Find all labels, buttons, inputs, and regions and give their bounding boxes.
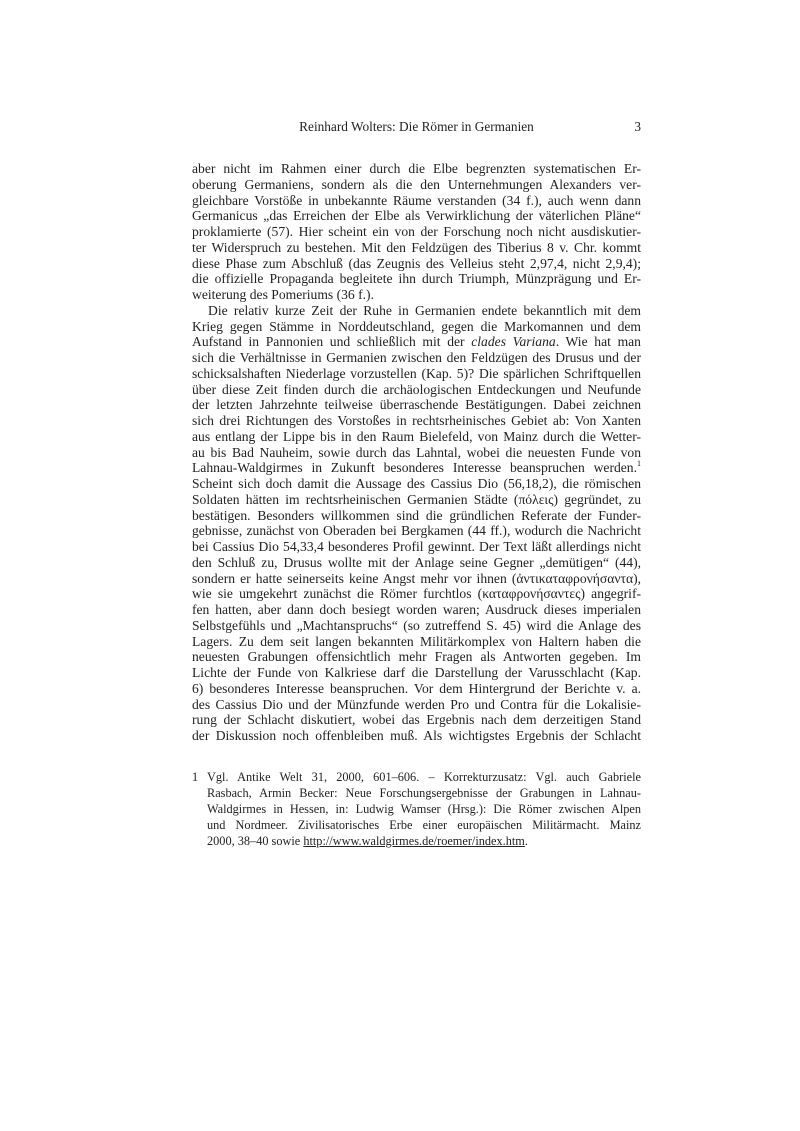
text-line: fen hatten, aber dann doch besiegt worden waren; Ausdruck dieses imperialen (192, 602, 641, 617)
text-line: neuesten Grabungen offensichtlich mehr Fragen als Antworten gegeben. Im (192, 649, 641, 665)
text-segment: Lahnau-Waldgirmes in Zukunft besonderes Interesse beanspruchen werden. (192, 460, 637, 476)
body-text (192, 161, 641, 744)
text-line: Scheint sich doch damit die Aussage des Cassius Dio (56,18,2), die römischen (192, 476, 641, 491)
footnote-line: und Nordmeer. Zivilisatorisches Erbe einer europäischen Militärmacht. Mainz (207, 818, 641, 832)
text-line: aus entlang der Lippe bis in den Raum Bielefeld, von Mainz durch die Wetter- (192, 428, 641, 444)
text-line (192, 460, 641, 476)
text-line (192, 334, 641, 350)
footnote-number: 1 (192, 770, 199, 784)
text-line: Germanicus „das Erreichen der Elbe als Verwirklichung der väterlichen Pläne“ (192, 208, 641, 224)
text-line: Lagers. Zu dem seit langen bekannten Militärkomplex von Haltern haben die (192, 633, 641, 649)
paragraph-2 (192, 303, 641, 744)
text-line: ter Widerspruch zu bestehen. Mit den Feldzügen des Tiberius 8 v. Chr. kommt (192, 239, 641, 255)
text-line: des Cassius Dio und der Münzfunde werden Pro und Contra für die Lokalisie- (192, 696, 641, 712)
text-line: der letzten Jahrzehnte teilweise überraschende Bestätigungen. Dabei zeichnen (192, 397, 641, 413)
footnote (192, 769, 641, 849)
text-line: au bis Bad Nauheim, sowie durch das Lahntal, wobei die neuesten Funde von (192, 444, 641, 460)
paragraph-1 (192, 161, 641, 303)
text-segment: Aufstand in Pannonien und schließlich mit der (192, 334, 472, 350)
text-line: die offizielle Propaganda begleitete ihn durch Triumph, Münzprägung und Er- (192, 271, 641, 287)
running-header (192, 119, 641, 135)
text-line: aber nicht im Rahmen einer durch die Elbe begrenzten systematischen Er- (192, 161, 641, 176)
text-line: Die relativ kurze Zeit der Ruhe in Germanien endete bekanntlich mit dem (208, 302, 641, 318)
page-number: 3 (634, 119, 641, 134)
footnote-line: Vgl. Antike Welt 31, 2000, 601–606. – Korrekturzusatz: Vgl. auch Gabriele (207, 770, 641, 784)
text-line: Selbstgefühls und „Machtanspruchs“ (so zutreffend S. 45) wird die Anlage des (192, 617, 641, 633)
text-line: Krieg gegen Stämme in Norddeutschland, gegen die Markomannen und dem (192, 318, 641, 334)
text-line: über diese Zeit finden durch die archäologischen Entdeckungen und Neufunde (192, 381, 641, 397)
text-line: sondern er hatte seinerseits keine Angst mehr vor ihnen (ἀντικαταφρονήσαντα), (192, 570, 641, 586)
text-line: diese Phase zum Abschluß (das Zeugnis des Velleius steht 2,97,4, nicht 2,9,4); (192, 255, 641, 271)
footnote-link[interactable]: http://www.waldgirmes.de/roemer/index.htm (303, 834, 525, 848)
text-line: proklamierte (57). Hier scheint ein von der Forschung noch nicht ausdiskutier- (192, 224, 641, 239)
text-line: sich die Verhältnisse in Germanien zwischen den Feldzügen des Drusus und der (192, 350, 641, 365)
footnote-line (207, 833, 641, 849)
italic-term: clades Variana (471, 334, 556, 350)
text-segment: . Wie hat man (555, 334, 641, 350)
text-line: Soldaten hätten im rechtsrheinischen Germanien Städte (πόλεις) gegründet, zu (192, 491, 641, 507)
text-line: oberung Germaniens, sondern als die den Unternehmungen Alexanders ver- (192, 176, 641, 192)
footnote-reference[interactable]: 1 (637, 459, 641, 469)
text-line: wie sie umgekehrt zunächst die Römer furchtlos (καταφρονήσαντες) angegrif- (192, 586, 641, 602)
text-line: 6) besonderes Interesse beanspruchen. Vor dem Hintergrund der Berichte v. a. (192, 680, 641, 696)
text-line: den Schluß zu, Drusus wollte mit der Anlage seine Gegner „demütigen“ (44), (192, 554, 641, 570)
text-line: schicksalshaften Niederlage vorzustellen (Kap. 5)? Die spärlichen Schriftquellen (192, 365, 641, 381)
text-segment: . (524, 834, 528, 848)
text-line: bestätigen. Besonders willkommen sind die gründlichen Referate der Funder- (192, 507, 641, 523)
text-segment: 2000, 38–40 sowie (207, 834, 304, 848)
text-line: rung der Schlacht diskutiert, wobei das Ergebnis nach dem derzeitigen Stand (192, 712, 641, 728)
footnote-line: Rasbach, Armin Becker: Neue Forschungsergebnisse der Grabungen in Lahnau- (207, 786, 641, 800)
text-line: Lichte der Funde von Kalkriese darf die Darstellung der Varusschlacht (Kap. (192, 665, 641, 680)
text-line: gebnisse, zunächst von Oberaden bei Bergkamen (44 ff.), wodurch die Nachricht (192, 523, 641, 539)
text-line: der Diskussion noch offenbleiben muß. Als wichtigstes Ergebnis der Schlacht (192, 728, 641, 743)
text-line: weiterung des Pomeriums (36 f.). (192, 287, 374, 302)
footnote-line: Waldgirmes in Hessen, in: Ludwig Wamser (Hrsg.): Die Römer zwischen Alpen (207, 802, 641, 816)
text-line: sich drei Richtungen des Vorstoßes in rechtsrheinisches Gebiet ab: Von Xanten (192, 413, 641, 428)
text-line: bei Cassius Dio 54,33,4 besonderes Profil gewinnt. Der Text läßt allerdings nicht (192, 539, 641, 554)
text-line: gleichbare Vorstöße in unbekannte Räume verstanden (34 f.), auch wenn dann (192, 192, 641, 208)
running-title: Reinhard Wolters: Die Römer in Germanien (299, 119, 534, 134)
